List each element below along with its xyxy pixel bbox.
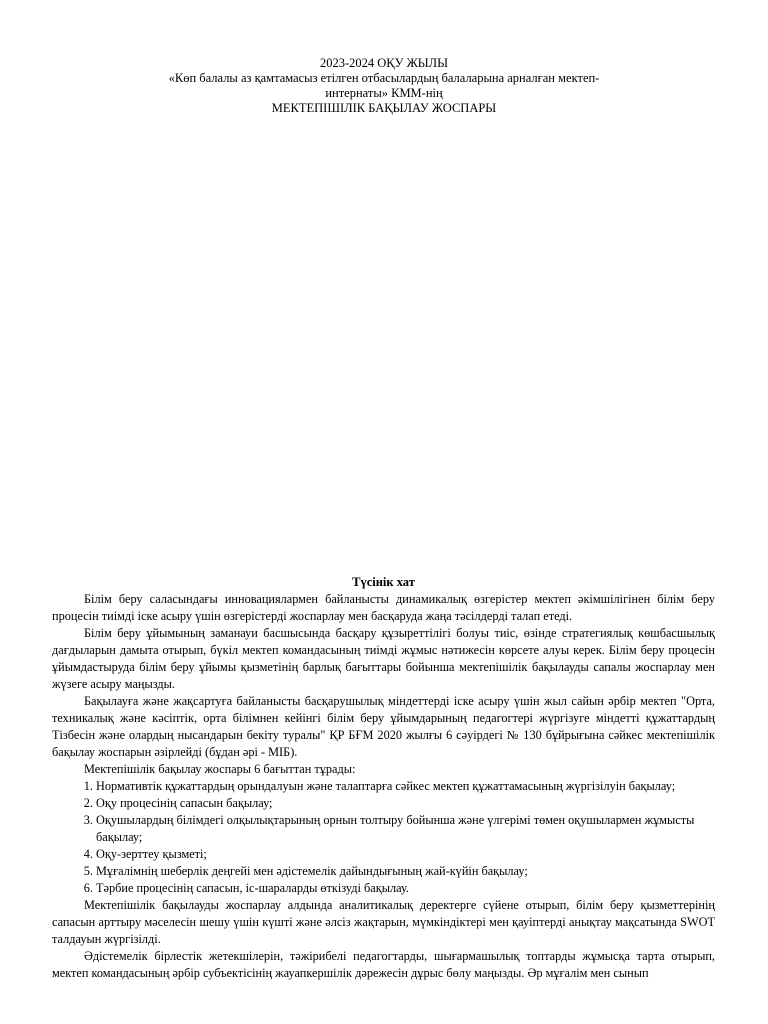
list-item: 1. Нормативтік құжаттардың орындалуын және талаптарға сәйкес мектеп құжаттамасының жүргізілуін бақылау; (96, 778, 715, 795)
section-heading: Түсінік хат (352, 575, 415, 589)
organization-line-1: «Көп балалы аз қамтамасыз етілген отбасылардың балаларына арналған мектеп- (168, 71, 600, 85)
list-item: 2. Оқу процесінің сапасын бақылау; (96, 795, 715, 812)
list-item: 5. Мұғалімнің шеберлік деңгейі мен әдістемелік дайындығының жай-күйін бақылау; (96, 863, 715, 880)
organization-line-2: интернаты» КММ-нің (325, 86, 443, 100)
list-intro: Мектепішілік бақылау жоспары 6 бағыттан тұрады: (84, 762, 356, 776)
academic-year-line: 2023-2024 ОҚУ ЖЫЛЫ (319, 56, 449, 70)
paragraph: Бақылауға және жақсартуға байланысты басқарушылық міндеттерді іске асыру үшін жыл сайын әрбір мектеп "Орта, техникалық және кәсіптік, орта білімнен кейінгі білім беру ұйымдарының педагогтері жүргізуге міндетті құжаттардың Тізбесін және олардың нысандарын бекіту туралы" ҚР БҒМ 2020 жылғы 6 сәуірдегі № 130 бұйрығына сәйкес мектепішілік бақылау жоспарын әзірлейді (бұдан әрі - МІБ). (52, 694, 715, 759)
paragraph: Мектепішілік бақылауды жоспарлау алдында аналитикалық деректерге сүйене отырып, білім беру қызметтерінің сапасын арттыру мәселесін шешу үшін күшті және әлсіз жақтарын, мүмкіндіктері мен қауіптерді анықтау мақсатында SWOT талдауын жүргізілді. (52, 898, 715, 946)
list-item: 4. Оқу-зерттеу қызметі; (96, 846, 715, 863)
list-item: 3. Оқушылардың білімдегі олқылықтарының орнын толтыру бойынша және үлгерімі төмен оқушылармен жұмысты бақылау; (96, 812, 715, 846)
paragraph: Білім беру ұйымының заманауи басшысында басқару құзыреттілігі болуы тиіс, өзінде стратегиялық көшбасшылық дағдыларын дамыта отырып, бүкіл мектеп командасының тиімді жұмыс нәтижесін көрсете алуы керек. Білім беру процесін ұйымдастыруда білім беру ұйымы қызметінің барлық бағыттары бойынша мектепішілік бақылауды сапалы жоспарлау мен жүзеге асыру маңызды. (52, 626, 715, 691)
directions-list (52, 778, 715, 897)
list-item: 6. Тәрбие процесінің сапасын, іс-шараларды өткізуді бақылау. (96, 880, 715, 897)
paragraph: Білім беру саласындағы инновациялармен байланысты динамикалық өзгерістер мектеп әкімшілігінен білім беру процесін тиімді іске асыру үшін өзгерістерді жоспарлау мен басқаруда жаңа тәсілдерді талап етеді. (52, 592, 715, 623)
paragraph: Әдістемелік бірлестік жетекшілерін, тәжірибелі педагогтарды, шығармашылық топтарды жұмысқа тарта отырып, мектеп командасының әрбір субъектісінің жауапкершілік дәрежесін дұрыс бөлу маңызды. Әр мұғалім мен сынып (52, 949, 715, 980)
plan-title: МЕКТЕПІШІЛІК БАҚЫЛАУ ЖОСПАРЫ (271, 101, 497, 115)
explanatory-note (52, 574, 715, 982)
document-header (0, 56, 768, 116)
